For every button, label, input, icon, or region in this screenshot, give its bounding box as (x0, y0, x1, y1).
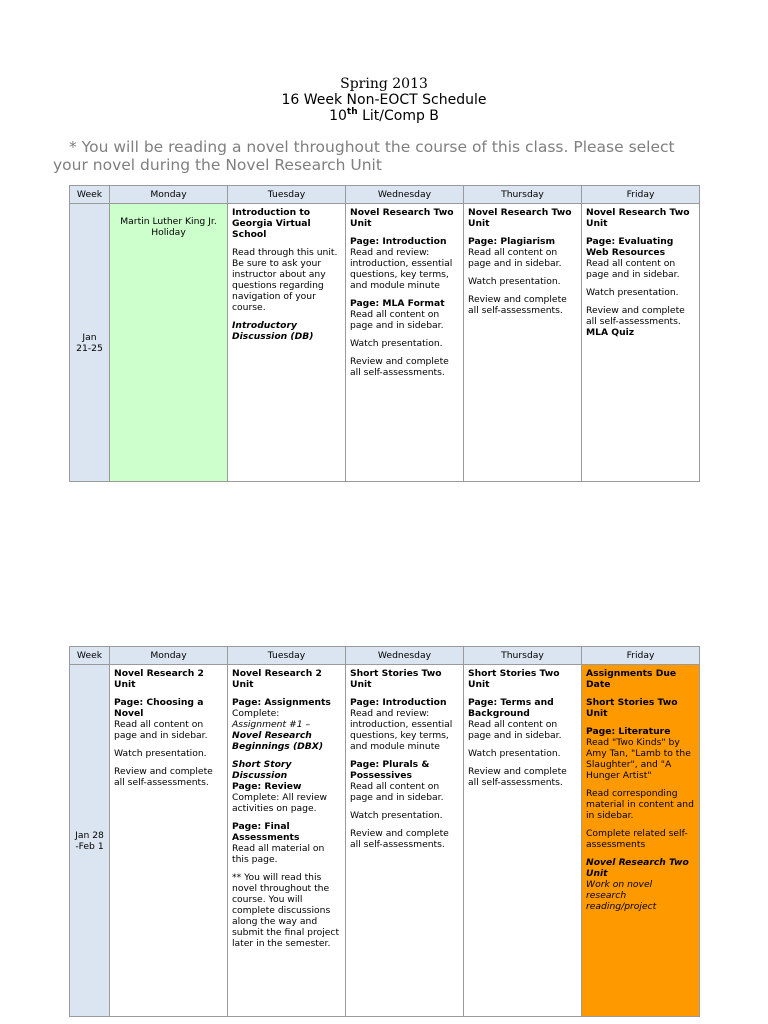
header-row (70, 186, 700, 204)
cell-title: Novel Research 2 Unit (232, 668, 322, 690)
tuesday-cell (228, 665, 346, 1017)
page-label: Page: Plurals & Possessives (350, 759, 430, 781)
cell-text: Review and complete all self-assessments. (350, 828, 449, 850)
cell-text: Review and complete all self-assessments. (468, 766, 567, 788)
cell-text: Review and complete all self-assessments. (468, 294, 567, 316)
cell-title: Novel Research 2 Unit (114, 668, 204, 690)
col-wednesday: Wednesday (346, 647, 464, 665)
page-label: Page: Terms and Background (468, 697, 554, 719)
cell-title: Short Stories Two Unit (468, 668, 560, 690)
cell-text: Read all content on page and in sidebar. (468, 247, 562, 269)
col-monday: Monday (110, 647, 228, 665)
week-label: Jan 28 -Feb 1 (70, 665, 110, 1017)
col-friday: Friday (582, 186, 700, 204)
col-week: Week (70, 647, 110, 665)
thursday-cell (464, 665, 582, 1017)
wednesday-cell (346, 204, 464, 482)
schedule-title: 16 Week Non-EOCT Schedule (281, 92, 487, 108)
cell-text: Review and complete all self-assessments. (350, 356, 449, 378)
due-date-label: Assignments Due Date (586, 668, 677, 690)
cell-text: Complete related self-assessments (586, 828, 688, 850)
thursday-cell (464, 204, 582, 482)
cell-text: Read and review: introduction, essential questions, key terms, and module minute (350, 708, 453, 752)
col-wednesday: Wednesday (346, 186, 464, 204)
course-grade-suffix: th (346, 107, 358, 117)
col-week: Week (70, 186, 110, 204)
quiz-label: MLA Quiz (586, 327, 635, 338)
page-label: Page: Review (232, 781, 302, 792)
cell-text: Review and complete all self-assessments. (586, 305, 685, 327)
col-tuesday: Tuesday (228, 647, 346, 665)
cell-text: ** You will read this novel throughout the course. You will complete discussions along the way and submit the final project later in the semester. (232, 872, 340, 949)
cell-text: Work on novel research reading/project (586, 879, 657, 912)
cell-title: Novel Research Two Unit (350, 207, 454, 229)
discussion-label: Short Story Discussion (232, 759, 292, 781)
page-label: Page: Final Assessments (232, 821, 300, 843)
table-row (70, 204, 700, 482)
cell-title: Novel Research Two Unit (586, 207, 690, 229)
schedule-table-week1 (69, 185, 700, 482)
assignment-label: Assignment #1 – (232, 719, 311, 730)
cell-text: Complete: All review activities on page. (232, 792, 327, 814)
cell-text: Read all content on page and in sidebar. (586, 258, 680, 280)
tuesday-cell (228, 204, 346, 482)
cell-text: Read all content on page and in sidebar. (468, 719, 562, 741)
cell-text: Read corresponding material in content and in sidebar. (586, 788, 694, 821)
cell-text: Watch presentation. (468, 748, 561, 759)
cell-text: Watch presentation. (350, 338, 443, 349)
col-friday: Friday (582, 647, 700, 665)
cell-text: Read all content on page and in sidebar. (350, 781, 444, 803)
monday-cell (110, 204, 228, 482)
header-row (70, 647, 700, 665)
cell-text: Review and complete all self-assessments. (114, 766, 213, 788)
page-label: Page: Evaluating Web Resources (586, 236, 674, 258)
course-title (0, 108, 768, 124)
cell-title: Introduction to Georgia Virtual School (232, 207, 311, 240)
week-label: Jan 21-25 (70, 204, 110, 482)
cell-text: Read and review: introduction, essential questions, key terms, and module minute (350, 247, 453, 291)
novel-research-label: Novel Research Two Unit (586, 857, 689, 879)
monday-cell (110, 665, 228, 1017)
friday-cell (582, 665, 700, 1017)
cell-text: Watch presentation. (468, 276, 561, 287)
cell-text: Read all material on this page. (232, 843, 325, 865)
cell-text: Read all content on page and in sidebar. (114, 719, 208, 741)
cell-text: Watch presentation. (114, 748, 207, 759)
friday-cell (582, 204, 700, 482)
page-label: Page: Introduction (350, 236, 447, 247)
page-label: Page: Plagiarism (468, 236, 556, 247)
page-label: Page: Assignments (232, 697, 331, 708)
col-thursday: Thursday (464, 186, 582, 204)
page-label: Page: Choosing a Novel (114, 697, 204, 719)
cell-text: Read through this unit. Be sure to ask your instructor about any questions regarding navigation of your course. (232, 247, 338, 313)
wednesday-cell (346, 665, 464, 1017)
col-tuesday: Tuesday (228, 186, 346, 204)
cell-text: Watch presentation. (586, 287, 679, 298)
assignment-name: Novel Research Beginnings (DBX) (232, 730, 324, 752)
cell-text: Watch presentation. (350, 810, 443, 821)
term-title: Spring 2013 (340, 76, 428, 92)
holiday-text: Martin Luther King Jr. Holiday (120, 216, 217, 238)
course-grade-number: 10 (329, 108, 347, 124)
table-row (70, 665, 700, 1017)
page-label: Page: Introduction (350, 697, 447, 708)
cell-text: Complete: (232, 708, 280, 719)
cell-text: Read all content on page and in sidebar. (350, 309, 444, 331)
discussion-label: Introductory Discussion (DB) (232, 320, 314, 342)
cell-title: Short Stories Two Unit (350, 668, 442, 690)
cell-title: Short Stories Two Unit (586, 697, 678, 719)
col-thursday: Thursday (464, 647, 582, 665)
page-label: Page: Literature (586, 726, 671, 737)
cell-text: Read "Two Kinds" by Amy Tan, "Lamb to the Slaughter", and "A Hunger Artist" (586, 737, 691, 781)
col-monday: Monday (110, 186, 228, 204)
schedule-table-week2 (69, 646, 700, 1017)
cell-title: Novel Research Two Unit (468, 207, 572, 229)
novel-note: * You will be reading a novel throughout the course of this class. Please select your novel during the Novel Research Unit (53, 138, 675, 174)
page-label: Page: MLA Format (350, 298, 445, 309)
course-name: Lit/Comp B (357, 108, 439, 124)
